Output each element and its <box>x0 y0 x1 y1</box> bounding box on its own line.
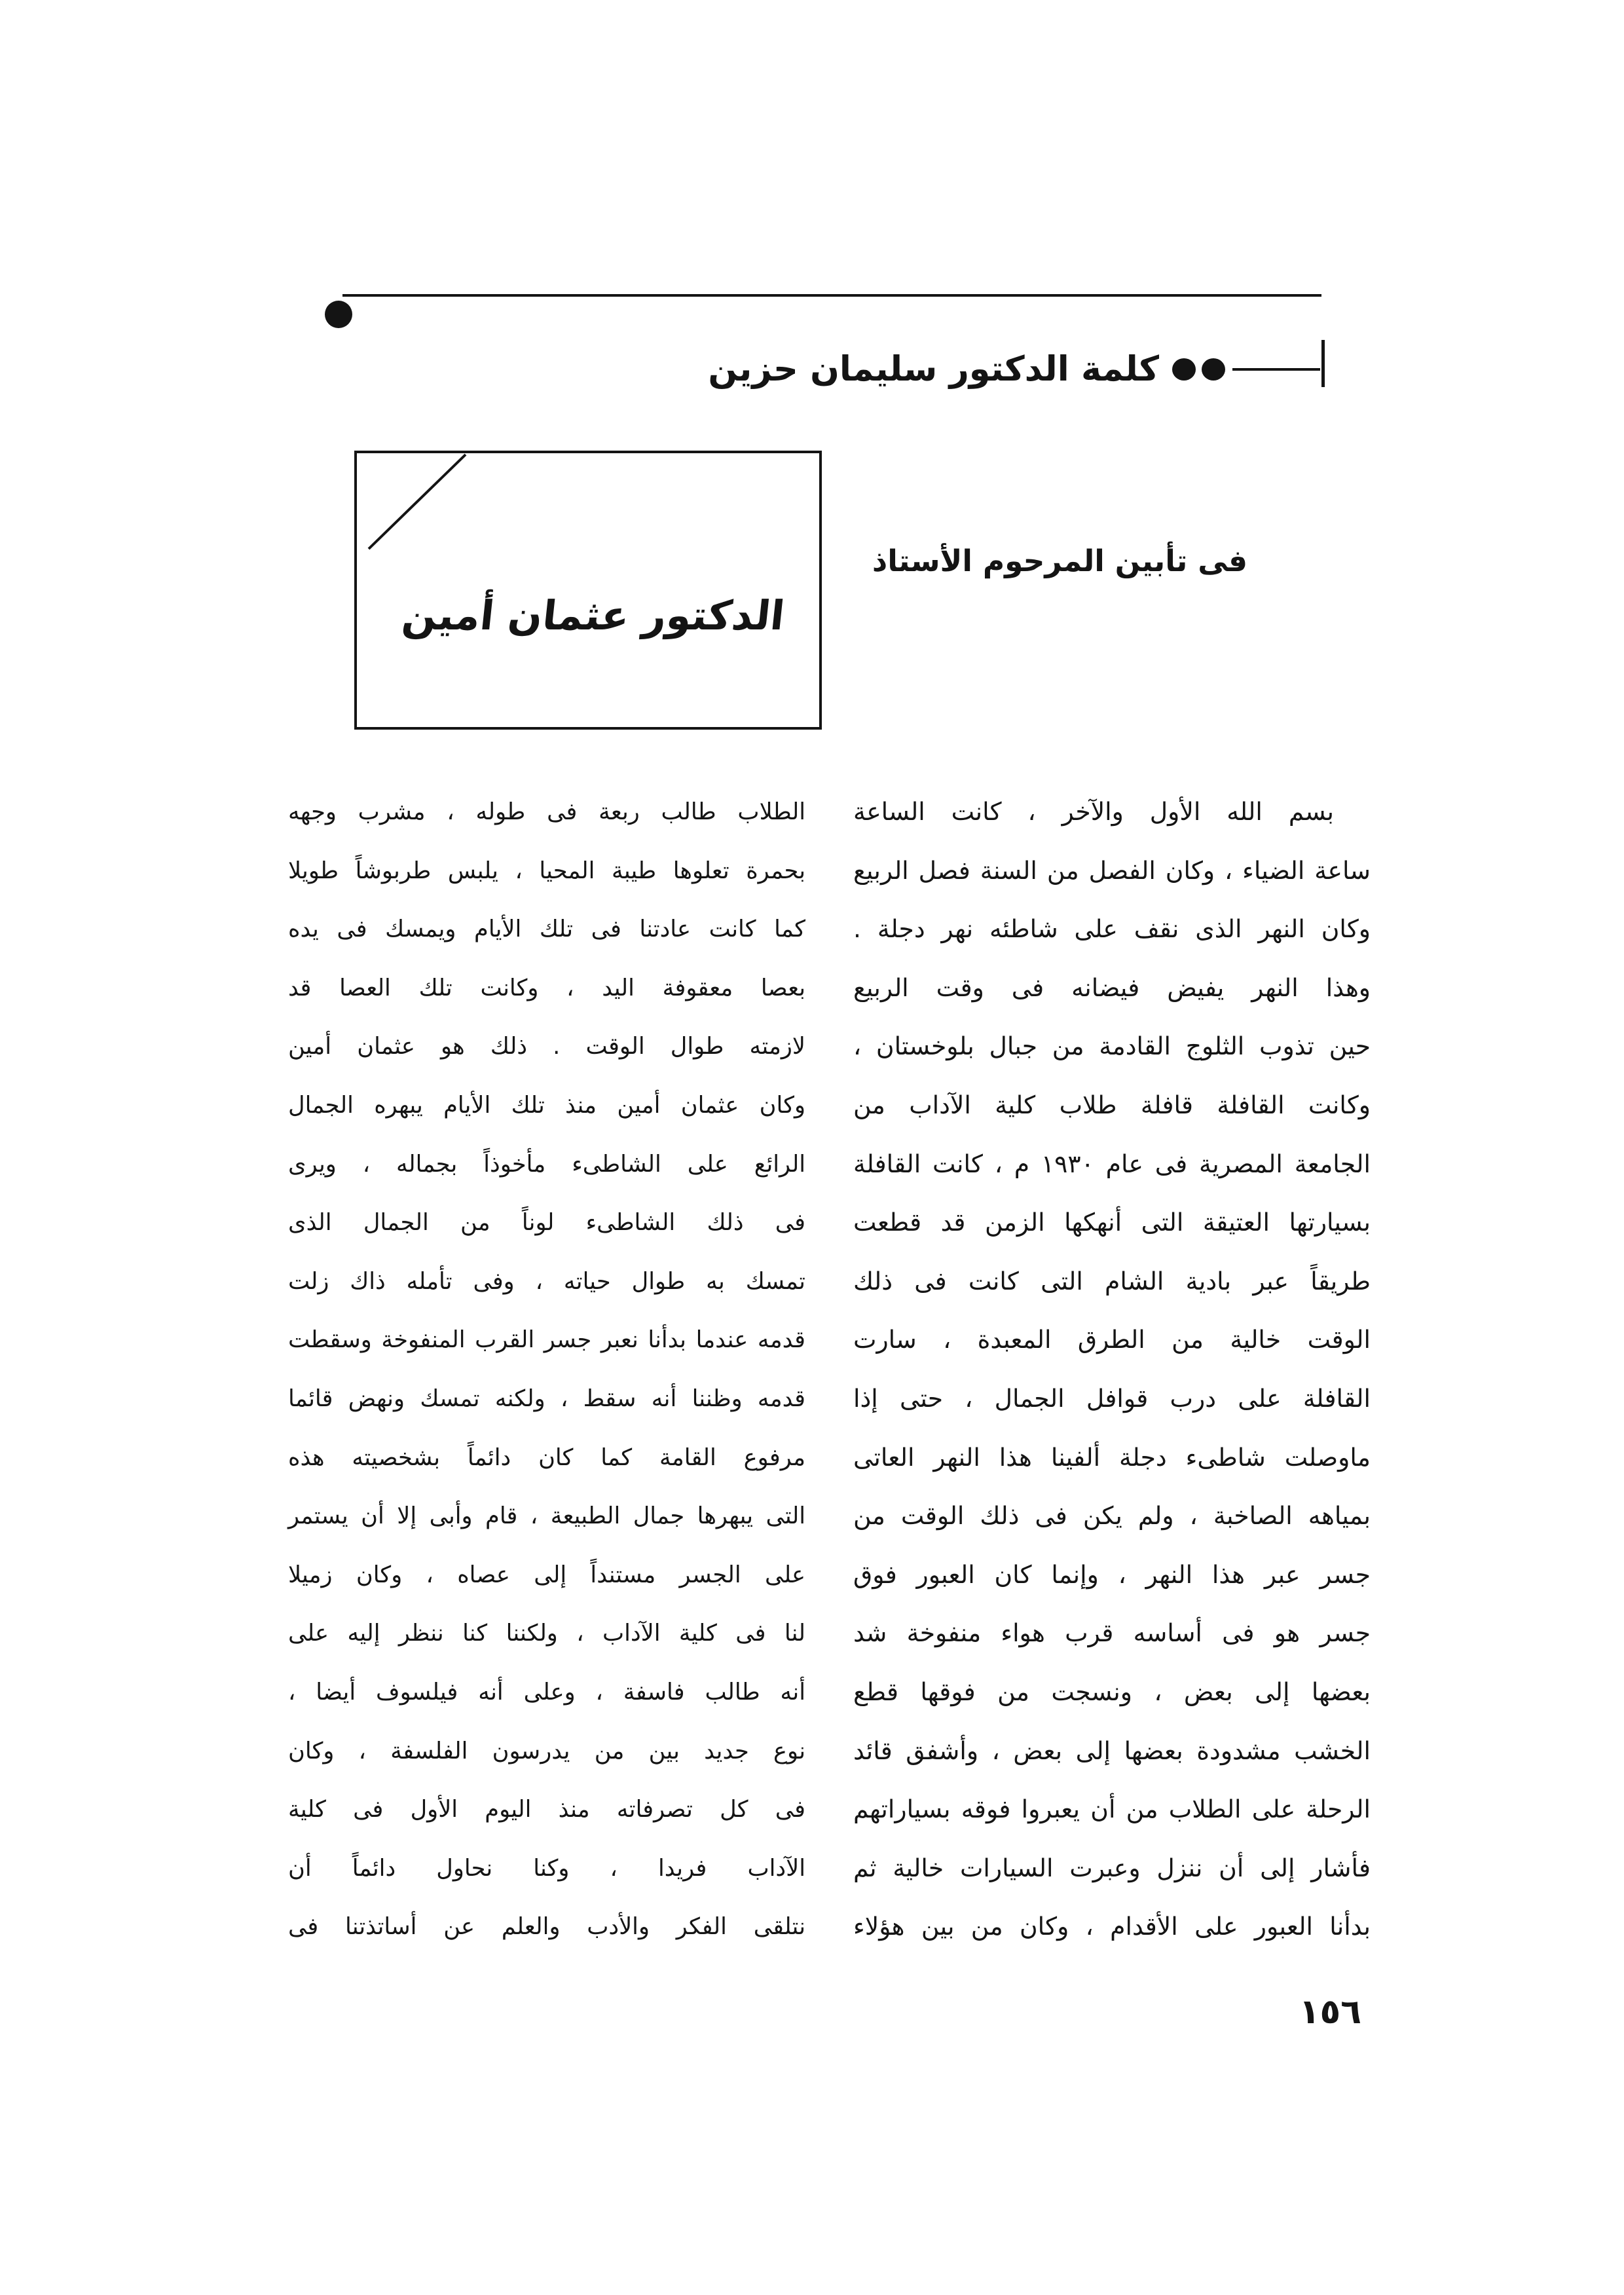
text-line: الطلاب طالب ربعة فى طوله ، مشرب وجهه <box>288 798 805 825</box>
text-line: بسيارتها العتيقة التى أنهكها الزمن قد قطعت <box>853 1208 1371 1237</box>
text-line: حين تذوب الثلوج القادمة من جبال بلوخستان ، <box>853 1032 1371 1061</box>
text-line: أنه طالب فاسفة ، وعلى أنه فيلسوف أيضا ، <box>288 1678 805 1706</box>
text-line: وكانت القافلة قافلة طلاب كلية الآداب من <box>853 1090 1371 1119</box>
text-line: جسر عبر هذا النهر ، وإنما كان العبور فوق <box>853 1559 1371 1589</box>
text-line: الجامعة المصرية فى عام ١٩٣٠ م ، كانت القافلة <box>853 1149 1371 1178</box>
text-line: بحمرة تعلوها طيبة المحيا ، يلبس طربوشاً طويلا <box>288 857 805 884</box>
text-line: الآداب فريدا ، وكنا نحاول دائماً أن <box>288 1854 805 1882</box>
article-subtitle: فى تأبين المرحوم الأستاذ <box>872 544 1247 578</box>
text-line: قدمه عندما بدأنا نعبر جسر القرب المنفوخة وسقطت <box>288 1326 805 1354</box>
text-line: على الجسر مستنداً إلى عصاه ، وكان زميلا <box>288 1561 805 1588</box>
text-line: التى يبهرها جمال الطبيعة ، قام وأبى إلا أن يستمر <box>288 1502 805 1530</box>
title-dot <box>1202 358 1225 381</box>
name-calligraphy-box <box>354 451 822 730</box>
text-line: بسم الله الأول والآخر ، كانت الساعة <box>853 797 1334 826</box>
bullet-dot <box>325 301 352 328</box>
text-line: قدمه وظننا أنه سقط ، ولكنه تمسك ونهض قائما <box>288 1385 805 1412</box>
top-rule <box>342 294 1321 297</box>
article-title: كلمة الدكتور سليمان حزين <box>708 349 1159 389</box>
text-line: نوع جديد بين من يدرسون الفلسفة ، وكان <box>288 1737 805 1764</box>
text-line: كما كانت عادتنا فى تلك الأيام ويمسك فى يده <box>288 916 805 943</box>
text-line: تمسك به طوال حياته ، وفى تأمله ذاك زلت <box>288 1267 805 1295</box>
text-column-left <box>288 783 805 1956</box>
text-line: فى كل تصرفاته منذ اليوم الأول فى كلية <box>288 1796 805 1823</box>
text-line: بعضها إلى بعض ، ونسجت من فوقها قطع <box>853 1677 1371 1706</box>
title-dot <box>1172 358 1196 381</box>
text-line: نتلقى الفكر والأدب والعلم عن أساتذتنا فى <box>288 1913 805 1941</box>
text-line: الوقت خالية من الطرق المعبدة ، سارت <box>853 1325 1371 1354</box>
text-line: فأشار إلى أن ننزل وعبرت السيارات خالية ثم <box>853 1853 1371 1882</box>
text-line: الرحلة على الطلاب من أن يعبروا فوقه بسياراتهم <box>853 1795 1371 1824</box>
text-line: بعصا معقوفة اليد ، وكانت تلك العصا قد <box>288 974 805 1001</box>
text-line: وكان عثمان أمين منذ تلك الأيام يبهره الجمال <box>288 1091 805 1119</box>
title-vertical-bar <box>1321 340 1325 387</box>
calligraphy-name: الدكتور عثمان أمين <box>399 592 787 639</box>
text-line: فى ذلك الشاطىء لوناً من الجمال الذى <box>288 1209 805 1237</box>
text-line: بدأنا العبور على الأقدام ، وكان من بين هؤلاء <box>853 1912 1371 1941</box>
text-line: وكان النهر الذى نقف على شاطئه نهر دجلة . <box>853 914 1371 944</box>
text-line: طريقاً عبر بادية الشام التى كانت فى ذلك <box>853 1266 1371 1296</box>
text-line: لنا فى كلية الآداب ، ولكننا كنا ننظر إليه على <box>288 1620 805 1647</box>
text-column-right <box>853 783 1371 1956</box>
title-dash <box>1232 368 1320 371</box>
page-number: ١٥٦ <box>1299 1992 1361 2032</box>
text-line: ماوصلت شاطىء دجلة ألفينا هذا النهر العاتى <box>853 1442 1371 1472</box>
text-line: الرائع على الشاطىء مأخوذاً بجماله ، ويرى <box>288 1150 805 1178</box>
text-line: القافلة على درب قوافل الجمال ، حتى إذا <box>853 1383 1371 1413</box>
text-line: جسر هو فى أساسه قرب هواء منفوخة شد <box>853 1618 1371 1648</box>
text-line: وهذا النهر يفيض فيضانه فى وقت الربيع <box>853 973 1371 1002</box>
text-line: بمياهه الصاخبة ، ولم يكن فى ذلك الوقت من <box>853 1501 1371 1531</box>
text-line: مرفوع القامة كما كان دائماً بشخصيته هذه <box>288 1444 805 1471</box>
text-line: ساعة الضياء ، وكان الفصل من السنة فصل الربيع <box>853 855 1371 885</box>
text-line: لازمته طوال الوقت . ذلك هو عثمان أمين <box>288 1033 805 1060</box>
text-line: الخشب مشدودة بعضها إلى بعض ، وأشفق قائد <box>853 1736 1371 1765</box>
